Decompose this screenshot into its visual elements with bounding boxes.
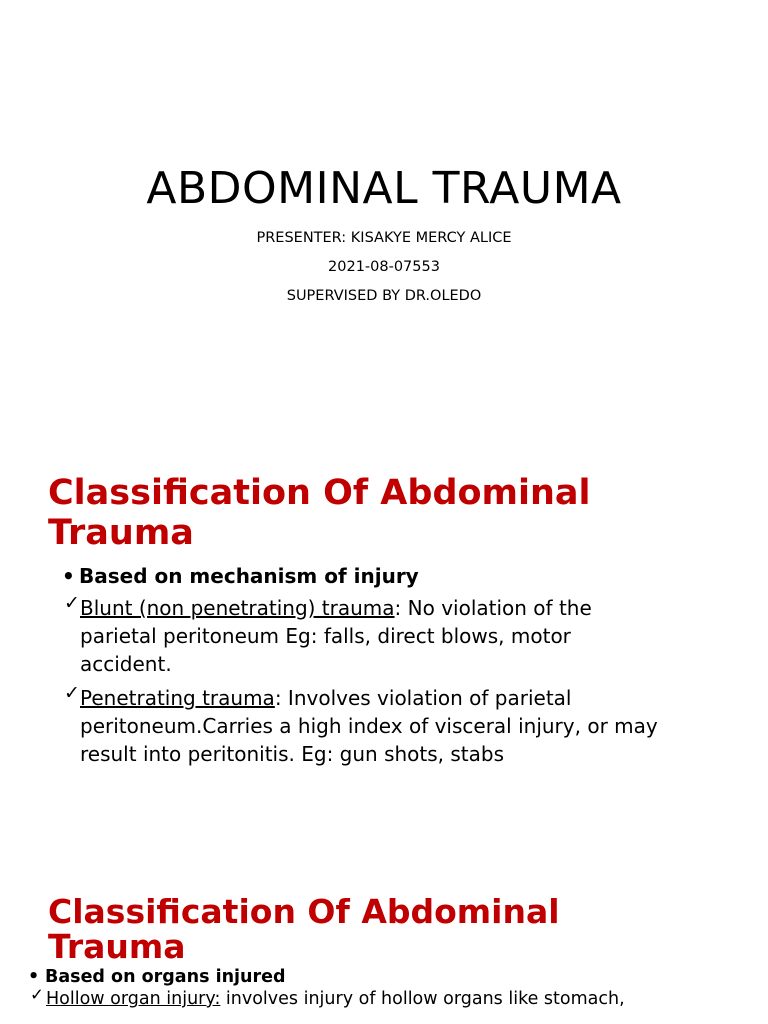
section-title: Classification Of Abdominal Trauma <box>48 473 591 554</box>
student-id: 2021-08-07553 <box>328 259 440 275</box>
presentation-title: ABDOMINAL TRAUMA <box>146 163 622 214</box>
bullet-dot-icon: • <box>28 967 40 987</box>
bullet-dot-icon: • <box>62 564 75 588</box>
presenter-name: PRESENTER: KISAKYE MERCY ALICE <box>256 230 512 246</box>
item-term: Blunt (non penetrating) trauma <box>80 596 395 620</box>
item-term: Hollow organ injury: <box>46 989 221 1009</box>
classification-mechanism-slide <box>0 440 768 870</box>
classification-organs-slide <box>0 870 768 1024</box>
checkmark-icon: ✓ <box>64 682 80 704</box>
supervisor-name: SUPERVISED BY DR.OLEDO <box>286 288 482 304</box>
bullet-heading-text: Based on organs injured <box>45 967 286 987</box>
item-text: involves injury of hollow organs like stomach, <box>220 989 625 1009</box>
bullet-heading-text: Based on mechanism of injury <box>79 564 419 588</box>
section-title: Classification Of Abdominal Trauma <box>48 892 560 966</box>
bullet-heading <box>28 967 768 987</box>
list-item <box>28 987 768 1012</box>
bullet-list <box>28 967 768 1012</box>
list-item <box>62 594 662 678</box>
item-text: : Involves violation of parietal peritoneum.Carries a high index of visceral injury, or may result into peritonitis. Eg: gun shots, stabs <box>80 686 658 766</box>
bullet-list <box>62 564 662 768</box>
checkmark-icon: ✓ <box>30 985 44 1004</box>
item-text: : No violation of the parietal peritoneum Eg: falls, direct blows, motor accident. <box>80 596 592 676</box>
checkmark-icon: ✓ <box>64 592 80 614</box>
bullet-heading <box>62 564 662 588</box>
list-item <box>62 684 662 768</box>
title-slide <box>0 0 768 440</box>
item-term: Penetrating trauma <box>80 686 275 710</box>
